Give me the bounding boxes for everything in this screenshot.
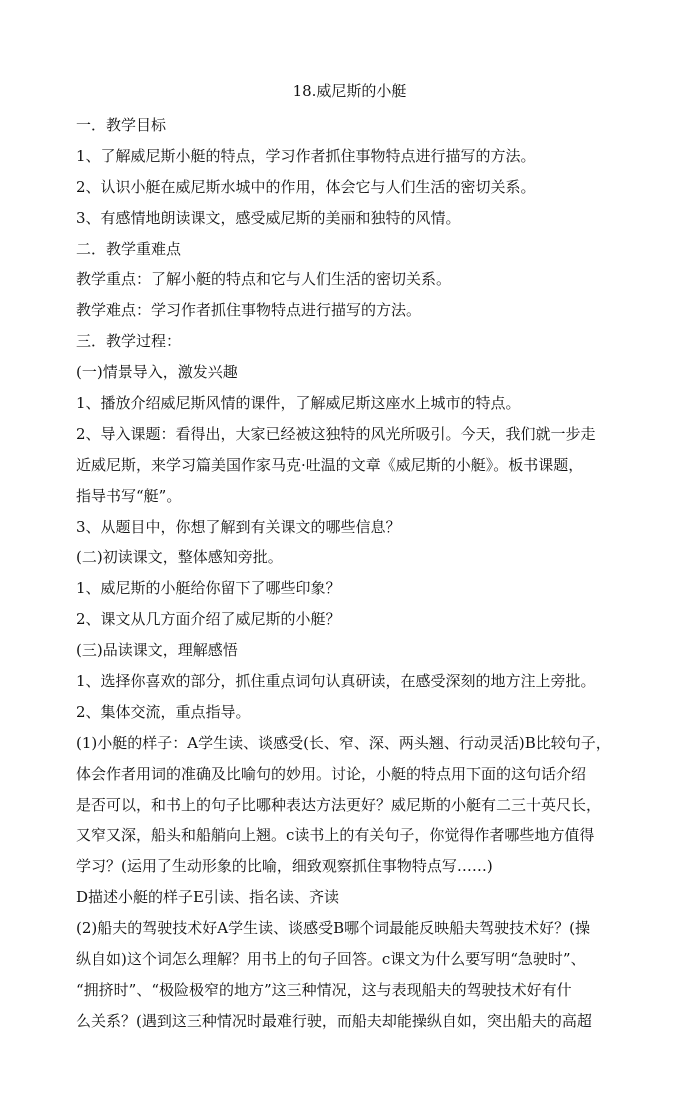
text-line: 3、从题目中，你想了解到有关课文的哪些信息？ [76, 517, 401, 536]
text-line: 1、选择你喜欢的部分，抓住重点词句认真研读，在感受深刻的地方注上旁批。 [76, 672, 596, 691]
text-line: “拥挤时”、“极险极窄的地方”这三种情况，这与表现船夫的驾驶技术好有什 [76, 980, 572, 999]
text-line: 又窄又深，船头和船艄向上翘。c读书上的有关句子，你觉得作者哪些地方值得 [76, 826, 595, 845]
text-line: 教学重点：了解小艇的特点和它与人们生活的密切关系。 [76, 270, 452, 289]
text-line: 近威尼斯，来学习篇美国作家马克·吐温的文章《威尼斯的小艇》。板书课题， [76, 455, 584, 474]
text-line: 学习？(运用了生动形象的比喻，细致观察抓住事物特点写……) [76, 857, 493, 876]
text-line: 是否可以，和书上的句子比哪种表达方法更好？威尼斯的小艇有二三十英尺长， [76, 795, 602, 814]
text-line: 教学难点：学习作者抓住事物特点进行描写的方法。 [76, 301, 422, 320]
text-line: 指导书写“艇”。 [76, 486, 182, 505]
document-title: 18.威尼斯的小艇 [292, 82, 407, 100]
text-line: 1、威尼斯的小艇给你留下了哪些印象？ [76, 579, 341, 598]
text-line: (三)品读课文，理解感悟 [76, 641, 238, 660]
document-body [76, 110, 636, 1037]
text-line: 3、有感情地朗读课文，感受威尼斯的美丽和独特的风情。 [76, 208, 461, 227]
text-line: 1、了解威尼斯小艇的特点，学习作者抓住事物特点进行描写的方法。 [76, 146, 536, 165]
text-line: (2)船夫的驾驶技术好A学生读、谈感受B哪个词最能反映船夫驾驶技术好？(操 [76, 919, 590, 938]
text-line: (二)初读课文，整体感知旁批。 [76, 548, 283, 567]
text-line: 二．教学重难点 [76, 239, 182, 258]
text-line: 么关系？(遇到这三种情况时最难行驶，而船夫却能操纵自如，突出船夫的高超 [76, 1011, 592, 1030]
text-line: 2、课文从几方面介绍了威尼斯的小艇？ [76, 610, 341, 629]
text-line: 一．教学目标 [76, 116, 167, 134]
text-line: (一)情景导入，激发兴趣 [76, 363, 238, 382]
text-line: 纵自如)这个词怎么理解？用书上的句子回答。c课文为什么要写明“急驶时”、 [76, 950, 586, 969]
text-line: 2、导入课题：看得出，大家已经被这独特的风光所吸引。今天，我们就一步走 [76, 424, 596, 443]
text-line: 1、播放介绍威尼斯风情的课件，了解威尼斯这座水上城市的特点。 [76, 394, 521, 413]
text-line: 体会作者用词的准确及比喻句的妙用。讨论，小艇的特点用下面的这句话介绍 [76, 764, 587, 783]
text-line: 三．教学过程： [76, 332, 182, 351]
text-line: D描述小艇的样子E引读、指名读、齐读 [76, 888, 339, 907]
text-line: 2、认识小艇在威尼斯水城中的作用，体会它与人们生活的密切关系。 [76, 177, 536, 196]
text-line: 2、集体交流，重点指导。 [76, 702, 251, 721]
text-line: (1)小艇的样子：A学生读、谈感受(长、窄、深、两头翘、行动灵活)B比较句子， [76, 733, 611, 752]
